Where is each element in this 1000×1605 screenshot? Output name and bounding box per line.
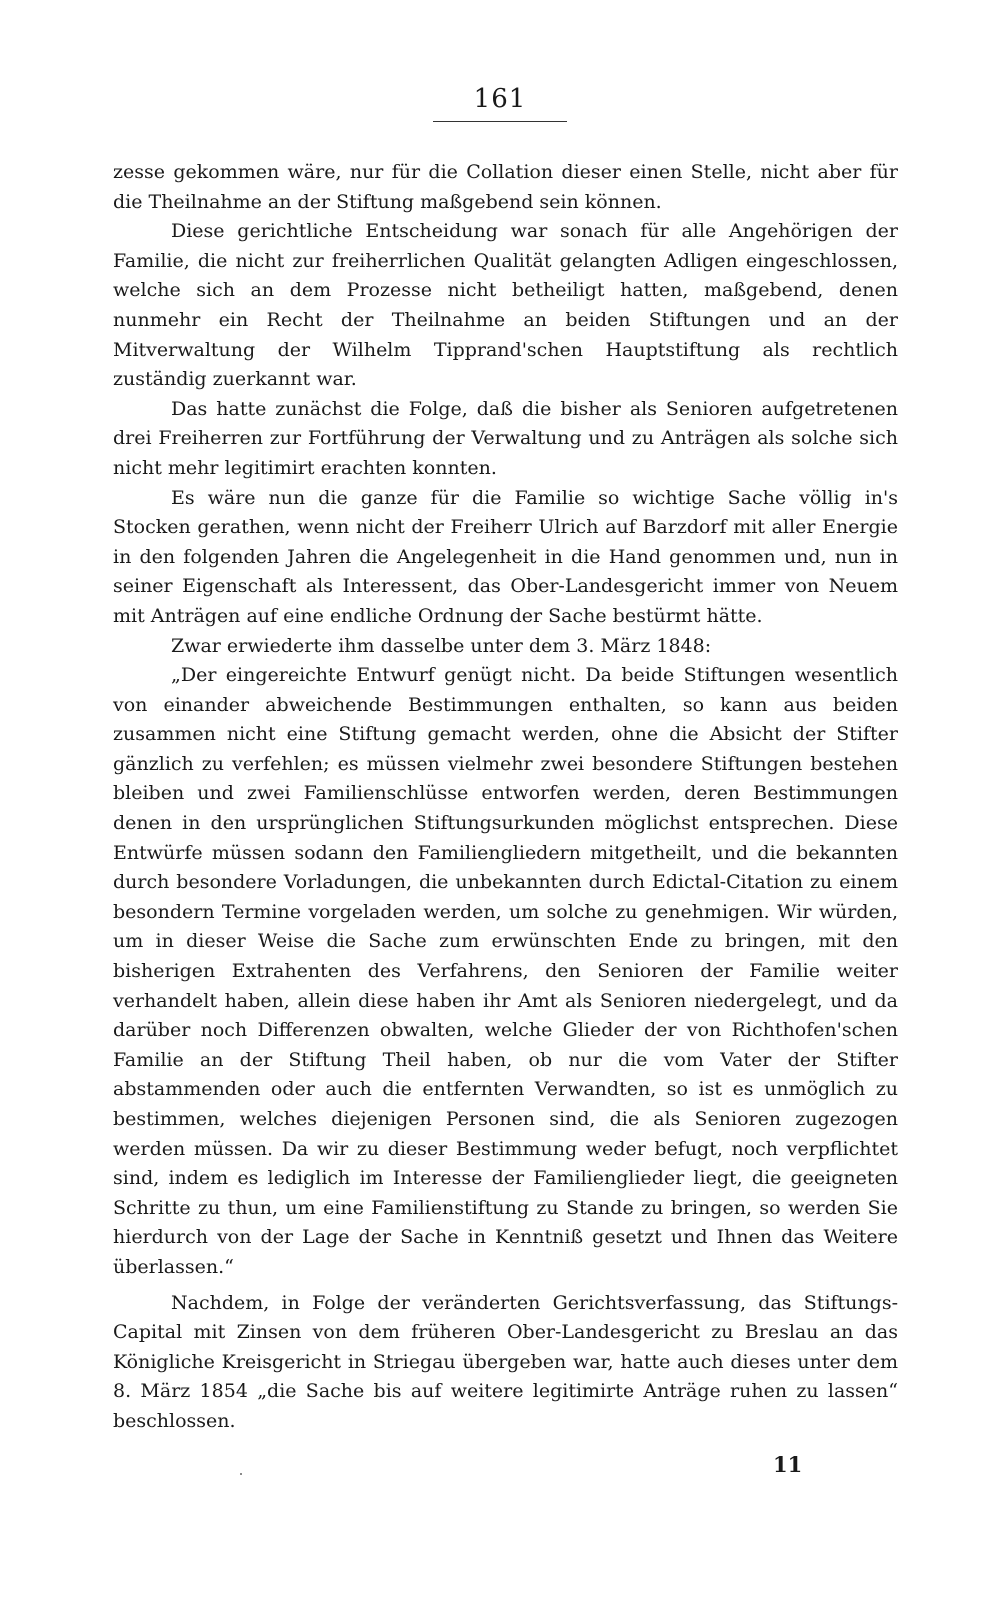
print-speck xyxy=(240,1473,242,1475)
paragraph: Das hatte zunächst die Folge, daß die bisher als Senioren aufgetretenen drei Freiherren zur Fortführung der Verwaltung und zu Anträgen als solche sich nicht mehr legitimirt erachten konnten. xyxy=(113,397,898,479)
paragraph: Es wäre nun die ganze für die Familie so wichtige Sache völlig in's Stocken gerathen, wenn nicht der Freiherr Ulrich auf Barzdorf mit aller Energie in den folgenden Jahren die Angelegenheit in die Hand genommen und, nun in seiner Eigenschaft als Interessent, das Ober-Landesgericht immer von Neuem mit Anträgen auf eine endliche Ordnung der Sache bestürmt hätte. xyxy=(113,486,898,627)
signature-mark: 11 xyxy=(773,1452,803,1477)
closing-paragraph: Nachdem, in Folge der veränderten Gerichtsverfassung, das Stiftungs-Capital mit Zinsen von dem früheren Ober-Landesgericht zu Breslau an das Königliche Kreisgericht in Striegau übergeben war, hatte auch dieses unter dem 8. März 1854 „die Sache bis auf weitere legitimirte Anträge ruhen zu lassen“ beschlossen. xyxy=(113,1291,898,1432)
quoted-letter: „Der eingereichte Entwurf genügt nicht. Da beide Stiftungen wesentlich von einander abweichende Bestimmungen enthalten, so kann aus beiden zusammen nicht eine Stiftung gemacht werden, ohne die Absicht der Stifter gänzlich zu verfehlen; es müssen vielmehr zwei besondere Stiftungen bestehen bleiben und zwei Familienschlüsse entworfen werden, deren Bestimmungen denen in den ursprünglichen Stiftungsurkunden möglichst entsprechen. Diese Entwürfe müssen sodann den Familiengliedern mitgetheilt, und die bekannten durch besondere Vorladungen, die unbekannten durch Edictal-Citation zu einem besondern Termine vorgeladen werden, um solche zu genehmigen. Wir würden, um in dieser Weise die Sache zum erwünschten Ende zu bringen, mit den bisherigen Extrahenten des Verfahrens, den Senioren der Familie weiter verhandelt haben, allein diese haben ihr Amt als Senioren niedergelegt, und da darüber noch Differenzen obwalten, welche Glieder der von Richthofen'schen Familie an der Stiftung Theil haben, ob nur die vom Vater der Stifter abstammenden oder auch die entfernten Verwandten, so ist es unmöglich zu bestimmen, welches diejenigen Personen sind, die als Senioren zugezogen werden müssen. Da wir zu dieser Bestimmung weder befugt, noch verpflichtet sind, indem es lediglich im Interesse der Familienglieder liegt, die geeigneten Schritte zu thun, um eine Familienstiftung zu Stande zu bringen, so werden Sie hierdurch von der Lage der Sache in Kenntniß gesetzt und Ihnen das Weitere überlassen.“ xyxy=(113,664,898,1278)
header-rule xyxy=(433,121,567,122)
paragraph-continuation: zesse gekommen wäre, nur für die Collation dieser einen Stelle, nicht aber für die Theilnahme an der Stiftung maßgebend sein können. xyxy=(113,161,898,213)
paragraph: Diese gerichtliche Entscheidung war sonach für alle Angehörigen der Familie, die nicht zur freiherrlichen Qualität gelangten Adligen eingeschlossen, welche sich an dem Prozesse nicht betheiligt hatten, maßgebend, denen nunmehr ein Recht der Theilnahme an beiden Stiftungen und an der Mitverwaltung der Wilhelm Tipprand'schen Hauptstiftung als rechtlich zuständig zuerkannt war. xyxy=(113,220,898,391)
page-number: 161 xyxy=(473,84,527,114)
body-text xyxy=(113,158,898,1437)
paragraph: Zwar erwiederte ihm dasselbe unter dem 3. März 1848: xyxy=(171,634,712,657)
